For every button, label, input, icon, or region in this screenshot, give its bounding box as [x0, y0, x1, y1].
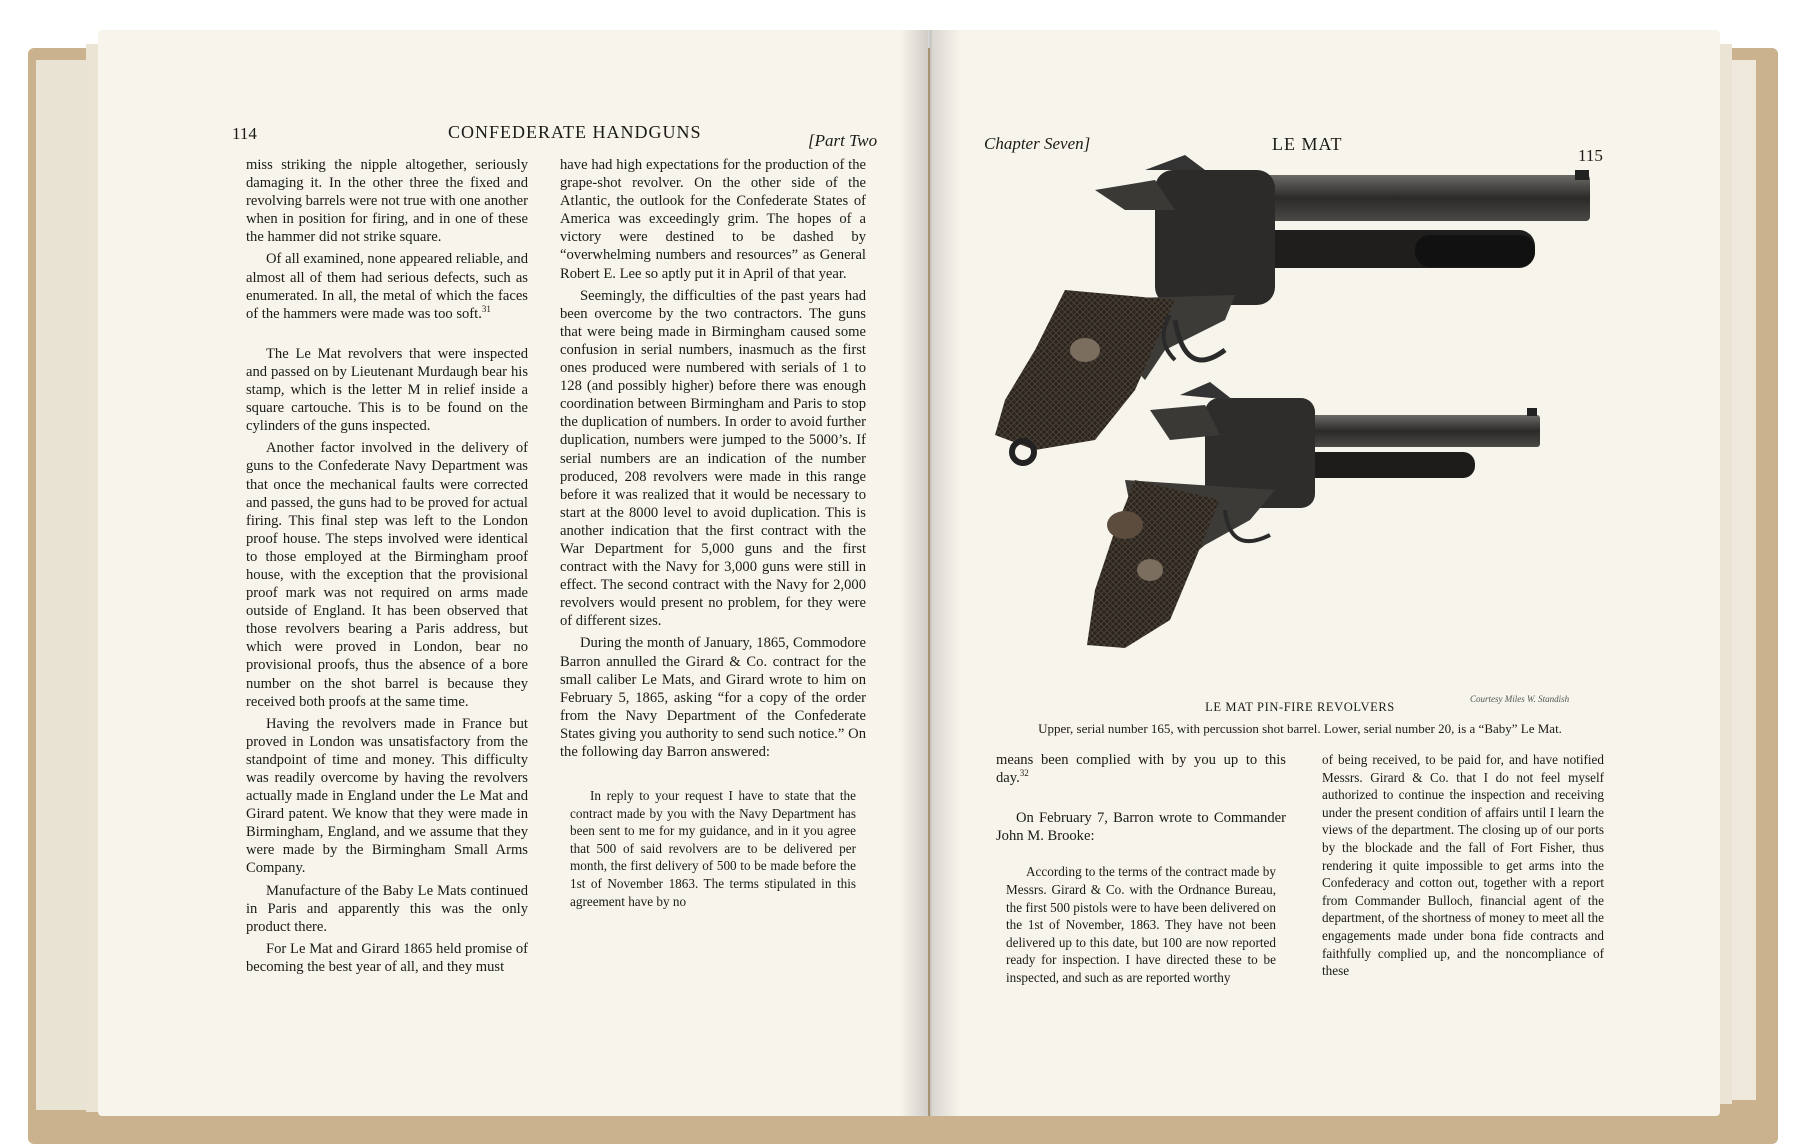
paragraph: Seemingly, the difficulties of the past years had been overcome by the two contractors. The guns that were being made in Birmingham caused some confusion in serial numbers, inasmuch as the first ones produced were numbered with serials of 1 to 128 (and possibly higher) before there was enough coordination between Birmingham and Paris to stop the duplication of numbers. In order to avoid further duplication, numbers were jumped to the 5000’s. If serial numbers are an indication of the number produced, 208 revolvers were made in this range before it was realized that it would be necessary to start at the 8000 level to avoid duplication. This is another indication that the first contract with the War Department for 5,000 guns and the first contract with the Navy for 3,000 guns were still in effect. The second contract with the Navy for 2,000 revolvers would present no problem, for they were of different sizes.	[560, 287, 866, 630]
revolver-plate-image	[975, 150, 1625, 690]
block-quote-continued: of being received, to be paid for, and have notified Messrs. Girard & Co. that I do not feel myself authorized to continue the inspection and receiving under the present condition of affairs until I learn the views of the department. The closing up of our ports by the blockade and the fall of Fort Fisher, thus rendering it quite impossible to get arms into the Confederacy and cotton out, together with a report from Commander Bulloch, financial agent of the department, of the shortness of money to meet all the engagements made under bona fide contracts and faithfully complied up, and the noncompliance of these	[1322, 752, 1604, 979]
paragraph: miss striking the nipple altogether, seriously damaging it. In the other three the fixed and revolving barrels were not true with one another when in position for firing, and in one of these the hammer did not strike square.	[246, 157, 528, 246]
left-page-number: 114	[232, 124, 257, 143]
left-column-2	[560, 156, 866, 910]
block-quote: According to the terms of the contract made by Messrs. Girard & Co. with the Ordnance Bureau, the first 500 pistols were to have been delivered on the 1st of November, 1863. They have not been delivered up to this date, but 100 are now reported ready for inspection. I have directed these to be inspected, and such as are reported worthy	[1006, 864, 1276, 985]
leaf-right	[1718, 44, 1732, 1104]
footnote-ref: 31	[481, 303, 491, 314]
right-column-1	[996, 751, 1286, 987]
paragraph: means been complied with by you up to this day.$^{32}$	[996, 752, 1286, 787]
block-quote: In reply to your request I have to state that the contract made by you with the Navy Department has been sent to me for my guidance, and in it you agree that 500 of said revolvers are to be delivered per month, the first delivery of 500 to be made before the 1st of November 1863. The terms stipulated in this agreement have by no	[570, 788, 856, 909]
paragraph: On February 7, Barron wrote to Commander John M. Brooke:	[996, 810, 1286, 845]
paragraph: Of all examined, none appeared reliable, and almost all of them had serious defects, such as enumerated. In all, the metal of which the faces of the hammers were made was too soft.$^{31}$	[246, 251, 528, 322]
paragraph: Having the revolvers made in France but proved in London was unsatisfactory from the standpoint of time and money. This difficulty was readily overcome by having the revolvers actually made in England under the Le Mat and Girard patent. We know that they were made in Birmingham, England, and we assume that they were made by the Birmingham Small Arms Company.	[246, 715, 528, 877]
left-part-label: [Part Two	[808, 131, 878, 150]
paragraph: During the month of January, 1865, Commodore Barron annulled the Girard & Co. contract for the small caliber Le Mats, and Girard wrote to him on February 5, 1865, asking “for a copy of the order from the Navy Department of the Confederate States giving you authority to send such notice.” On the following day Barron answered:	[560, 635, 866, 760]
left-running-title: CONFEDERATE HANDGUNS	[448, 122, 702, 142]
right-page-number: 115	[1578, 146, 1603, 165]
photo-credit: Courtesy Miles W. Standish	[1470, 694, 1570, 704]
paragraph: Manufacture of the Baby Le Mats continued in Paris and apparently this was the only product there.	[246, 882, 528, 935]
paragraph: For Le Mat and Girard 1865 held promise of becoming the best year of all, and they must	[246, 940, 528, 975]
right-column-2	[1322, 751, 1604, 980]
book-gutter	[900, 30, 960, 1116]
lower-revolver	[1087, 382, 1540, 648]
footnote-ref: 32	[1019, 768, 1029, 779]
chapter-label: Chapter Seven]	[984, 134, 1091, 153]
figure-caption-title: LE MAT PIN-FIRE REVOLVERS	[1205, 700, 1395, 714]
left-column-1	[246, 156, 528, 980]
paragraph: The Le Mat revolvers that were inspected and passed on by Lieutenant Murdaugh bear his stamp, which is the letter M in relief inside a square cartouche. This is to be found on the cylinders of the guns inspected.	[246, 345, 528, 435]
right-running-title: LE MAT	[1272, 134, 1343, 154]
paragraph: Another factor involved in the delivery of guns to the Confederate Navy Department was that once the mechanical faults were corrected and passed, the guns had to be proved for actual firing. This final step was left to the London proof house. The steps involved were identical to those employed at the Birmingham proof house, with the exception that the provisional proof mark was not required on arms made outside of England. It has been observed that those revolvers bearing a Paris address, but which were proved in London, bear no provisional proofs, thus the absence of a bore number on the shot barrel is because they received both proofs at the same time.	[246, 440, 528, 710]
figure-caption-text: Upper, serial number 165, with percussion shot barrel. Lower, serial number 20, is a “Baby” Le Mat.	[1038, 721, 1562, 736]
paragraph: have had high expectations for the production of the grape-shot revolver. On the other side of the Atlantic, the outlook for the Confederate States of America was exceedingly grim. The hopes of a victory were destined to be dashed by “overwhelming numbers and resources” as General Robert E. Lee so aptly put it in April of that year.	[560, 157, 866, 282]
